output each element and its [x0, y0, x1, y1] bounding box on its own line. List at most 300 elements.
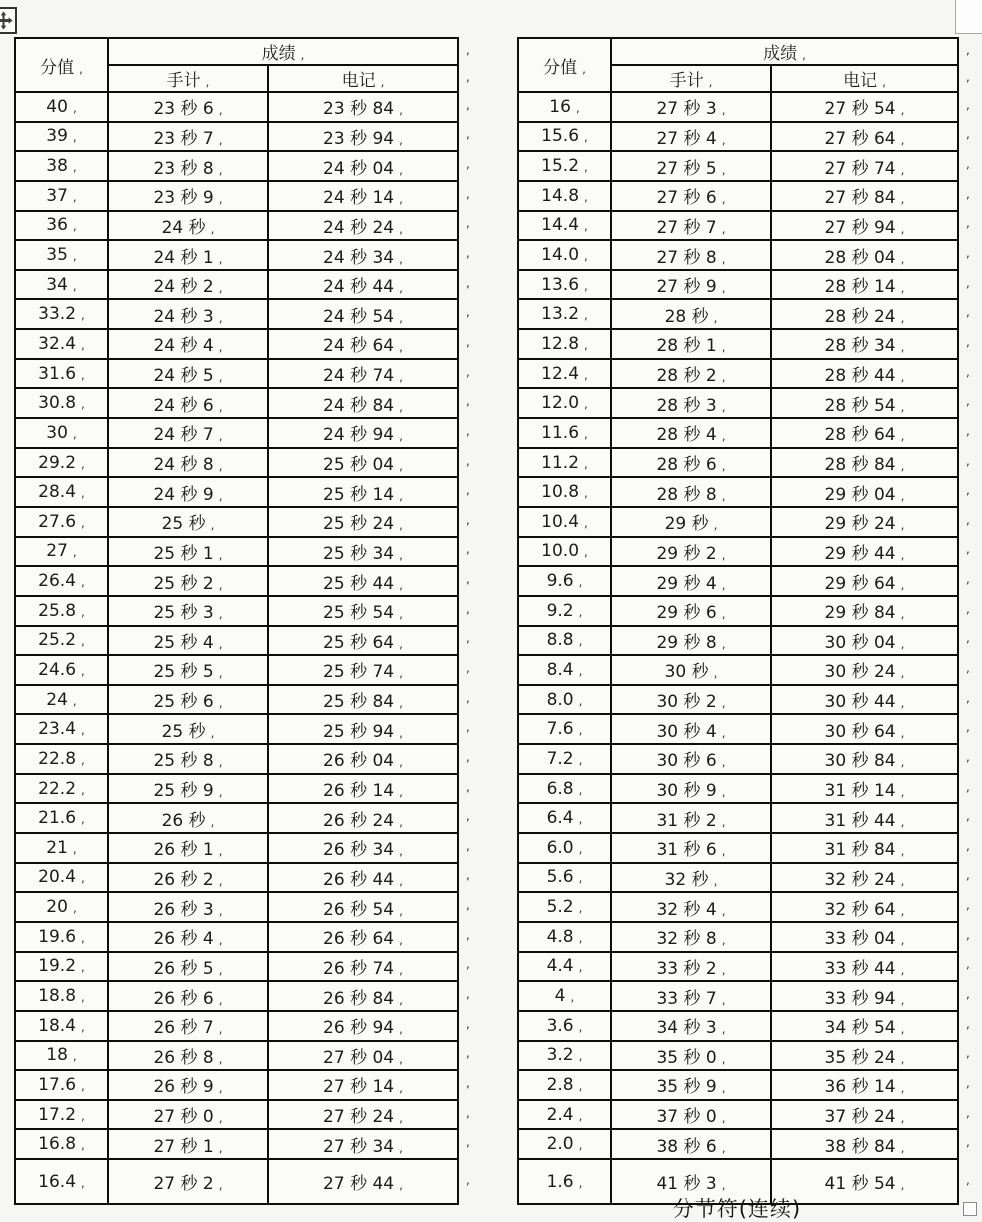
electronic-time-cell[interactable]: 27 秒 04 ,	[268, 1041, 458, 1071]
score-cell[interactable]: 10.4 ,	[518, 507, 611, 537]
score-cell[interactable]: 4.4 ,	[518, 952, 611, 982]
score-cell[interactable]: 37 ,	[15, 181, 108, 211]
cell-end-mark: ,	[713, 518, 718, 533]
hand-time-cell[interactable]: 25 秒 1 ,	[108, 537, 268, 567]
hand-time-cell[interactable]: 27 秒 8 ,	[611, 240, 771, 270]
hand-time-cell[interactable]: 25 秒 2 ,	[108, 566, 268, 596]
row-end-mark: ,	[466, 43, 470, 57]
hand-time-cell[interactable]: 32 秒 4 ,	[611, 892, 771, 922]
table-row	[518, 418, 958, 448]
electronic-time-cell[interactable]: 26 秒 74 ,	[268, 952, 458, 982]
score-cell[interactable]: 3.6 ,	[518, 1011, 611, 1041]
row-end-mark: ,	[966, 631, 970, 646]
cell-end-mark: ,	[578, 575, 583, 590]
electronic-timed-header[interactable]: 电记 ,	[771, 65, 958, 92]
score-cell[interactable]: 33.2 ,	[15, 299, 108, 329]
hand-time-cell[interactable]: 25 秒 3 ,	[108, 596, 268, 626]
electronic-time-cell[interactable]: 28 秒 44 ,	[771, 359, 958, 389]
score-cell[interactable]: 3.2 ,	[518, 1041, 611, 1071]
cell-end-mark: ,	[584, 278, 588, 293]
score-cell[interactable]: 24 ,	[15, 685, 108, 715]
hand-time-cell[interactable]: 30 秒 ,	[611, 655, 771, 685]
score-cell[interactable]: 2.4 ,	[518, 1100, 611, 1130]
electronic-time-cell[interactable]: 28 秒 24 ,	[771, 299, 958, 329]
score-cell[interactable]: 10.0 ,	[518, 537, 611, 567]
score-cell[interactable]: 13.2 ,	[518, 299, 611, 329]
electronic-time-cell[interactable]: 30 秒 44 ,	[771, 685, 958, 715]
score-cell[interactable]: 18.4 ,	[15, 1011, 108, 1041]
score-cell[interactable]: 30 ,	[15, 418, 108, 448]
hand-time-cell[interactable]: 24 秒 9 ,	[108, 477, 268, 507]
hand-time-cell[interactable]: 29 秒 8 ,	[611, 626, 771, 656]
score-cell[interactable]: 7.6 ,	[518, 714, 611, 744]
hand-time-cell[interactable]: 27 秒 2 ,	[108, 1159, 268, 1204]
row-end-mark: ,	[966, 334, 970, 349]
hand-time-cell[interactable]: 27 秒 4 ,	[611, 122, 771, 152]
score-cell[interactable]: 8.4 ,	[518, 655, 611, 685]
cell-end-mark: ,	[578, 901, 583, 916]
score-cell[interactable]: 30.8 ,	[15, 388, 108, 418]
score-cell[interactable]: 9.6 ,	[518, 566, 611, 596]
electronic-time-cell[interactable]: 24 秒 24 ,	[268, 211, 458, 241]
electronic-time-cell[interactable]: 30 秒 64 ,	[771, 714, 958, 744]
cell-end-mark: ,	[900, 103, 905, 118]
score-cell[interactable]: 19.6 ,	[15, 922, 108, 952]
hand-time-cell[interactable]: 24 秒 5 ,	[108, 359, 268, 389]
cell-end-mark: ,	[218, 281, 223, 296]
score-cell[interactable]: 4.8 ,	[518, 922, 611, 952]
score-cell[interactable]: 21 ,	[15, 833, 108, 863]
score-cell[interactable]: 6.4 ,	[518, 803, 611, 833]
cell-end-mark: ,	[584, 515, 588, 530]
hand-time-cell[interactable]: 28 秒 3 ,	[611, 388, 771, 418]
score-cell[interactable]: 18.8 ,	[15, 981, 108, 1011]
electronic-time-cell[interactable]: 27 秒 54 ,	[771, 92, 958, 122]
table-row	[15, 418, 458, 448]
hand-time-cell[interactable]: 32 秒 ,	[611, 863, 771, 893]
table-row	[518, 92, 958, 122]
electronic-time-cell[interactable]: 28 秒 64 ,	[771, 418, 958, 448]
hand-time-cell[interactable]: 25 秒 8 ,	[108, 744, 268, 774]
cell-end-mark: ,	[210, 725, 215, 740]
score-column-header[interactable]: 分值 ,	[15, 38, 108, 92]
hand-time-cell[interactable]: 30 秒 2 ,	[611, 685, 771, 715]
electronic-time-cell[interactable]: 24 秒 14 ,	[268, 181, 458, 211]
electronic-time-cell[interactable]: 24 秒 64 ,	[268, 329, 458, 359]
electronic-time-cell[interactable]: 26 秒 14 ,	[268, 774, 458, 804]
cell-end-mark: ,	[399, 962, 403, 977]
score-cell[interactable]: 31.6 ,	[15, 359, 108, 389]
score-cell[interactable]: 22.8 ,	[15, 744, 108, 774]
score-cell[interactable]: 12.4 ,	[518, 359, 611, 389]
score-cell[interactable]: 21.6 ,	[15, 803, 108, 833]
electronic-time-cell[interactable]: 38 秒 84 ,	[771, 1129, 958, 1159]
score-cell[interactable]: 39 ,	[15, 122, 108, 152]
electronic-time-cell[interactable]: 37 秒 24 ,	[771, 1100, 958, 1130]
hand-time-cell[interactable]: 25 秒 ,	[108, 714, 268, 744]
score-cell[interactable]: 9.2 ,	[518, 596, 611, 626]
cell-end-mark: ,	[399, 696, 403, 711]
row-end-mark: ,	[966, 246, 970, 261]
hand-time-cell[interactable]: 24 秒 1 ,	[108, 240, 268, 270]
hand-time-cell[interactable]: 23 秒 9 ,	[108, 181, 268, 211]
score-cell[interactable]: 11.6 ,	[518, 418, 611, 448]
score-column-header[interactable]: 分值 ,	[518, 38, 611, 92]
cell-end-mark: ,	[72, 160, 77, 175]
hand-time-cell[interactable]: 37 秒 0 ,	[611, 1100, 771, 1130]
electronic-time-cell[interactable]: 29 秒 84 ,	[771, 596, 958, 626]
hand-time-cell[interactable]: 25 秒 5 ,	[108, 655, 268, 685]
electronic-time-cell[interactable]: 25 秒 74 ,	[268, 655, 458, 685]
electronic-time-cell[interactable]: 27 秒 14 ,	[268, 1070, 458, 1100]
score-cell[interactable]: 18 ,	[15, 1041, 108, 1071]
hand-time-cell[interactable]: 25 秒 4 ,	[108, 626, 268, 656]
hand-time-cell[interactable]: 26 秒 8 ,	[108, 1041, 268, 1071]
row-end-mark: ,	[466, 275, 470, 290]
table-row	[518, 922, 958, 952]
cell-end-mark: ,	[900, 459, 905, 473]
electronic-time-cell[interactable]: 36 秒 14 ,	[771, 1070, 958, 1100]
hand-time-cell[interactable]: 25 秒 9 ,	[108, 774, 268, 804]
cell-end-mark: ,	[900, 844, 905, 859]
hand-time-cell[interactable]: 30 秒 6 ,	[611, 744, 771, 774]
electronic-time-cell[interactable]: 28 秒 54 ,	[771, 388, 958, 418]
score-cell[interactable]: 35 ,	[15, 240, 108, 270]
score-cell[interactable]: 29.2 ,	[15, 448, 108, 478]
cell-end-mark: ,	[721, 962, 726, 977]
hand-timed-header[interactable]: 手计 ,	[611, 65, 771, 92]
hand-time-cell[interactable]: 26 秒 2 ,	[108, 863, 268, 893]
hand-time-cell[interactable]: 30 秒 9 ,	[611, 774, 771, 804]
electronic-time-cell[interactable]: 31 秒 14 ,	[771, 774, 958, 804]
electronic-time-cell[interactable]: 25 秒 24 ,	[268, 507, 458, 537]
electronic-time-cell[interactable]: 25 秒 14 ,	[268, 477, 458, 507]
electronic-time-cell[interactable]: 28 秒 04 ,	[771, 240, 958, 270]
electronic-time-cell[interactable]: 25 秒 84 ,	[268, 685, 458, 715]
electronic-time-cell[interactable]: 24 秒 54 ,	[268, 299, 458, 329]
score-cell[interactable]: 8.0 ,	[518, 685, 611, 715]
hand-time-cell[interactable]: 28 秒 6 ,	[611, 448, 771, 478]
cell-end-mark: ,	[721, 577, 726, 592]
electronic-time-cell[interactable]: 34 秒 54 ,	[771, 1011, 958, 1041]
hand-time-cell[interactable]: 29 秒 2 ,	[611, 537, 771, 567]
electronic-time-cell[interactable]: 29 秒 04 ,	[771, 477, 958, 507]
hand-time-cell[interactable]: 24 秒 2 ,	[108, 270, 268, 300]
electronic-time-cell[interactable]: 32 秒 64 ,	[771, 892, 958, 922]
score-cell[interactable]: 16.4 ,	[15, 1159, 108, 1204]
electronic-time-cell[interactable]: 33 秒 94 ,	[771, 981, 958, 1011]
hand-time-cell[interactable]: 28 秒 2 ,	[611, 359, 771, 389]
electronic-time-cell[interactable]: 32 秒 24 ,	[771, 863, 958, 893]
score-cell[interactable]: 25.8 ,	[15, 596, 108, 626]
table-row	[518, 537, 958, 567]
score-cell[interactable]: 27 ,	[15, 537, 108, 567]
score-cell[interactable]: 11.2 ,	[518, 448, 611, 478]
hand-time-cell[interactable]: 26 秒 6 ,	[108, 981, 268, 1011]
electronic-time-cell[interactable]: 29 秒 44 ,	[771, 537, 958, 567]
score-cell[interactable]: 14.4 ,	[518, 211, 611, 241]
electronic-time-cell[interactable]: 27 秒 44 ,	[268, 1159, 458, 1204]
score-cell[interactable]: 24.6 ,	[15, 655, 108, 685]
hand-time-cell[interactable]: 26 秒 ,	[108, 803, 268, 833]
score-cell[interactable]: 10.8 ,	[518, 477, 611, 507]
hand-time-cell[interactable]: 31 秒 2 ,	[611, 803, 771, 833]
hand-time-cell[interactable]: 23 秒 6 ,	[108, 92, 268, 122]
table-row	[518, 181, 958, 211]
hand-time-cell[interactable]: 34 秒 3 ,	[611, 1011, 771, 1041]
score-cell[interactable]: 38 ,	[15, 151, 108, 181]
score-cell[interactable]: 8.8 ,	[518, 626, 611, 656]
cell-end-mark: ,	[575, 100, 580, 115]
cell-end-mark: ,	[218, 1111, 223, 1126]
hand-time-cell[interactable]: 28 秒 8 ,	[611, 477, 771, 507]
score-cell[interactable]: 12.8 ,	[518, 329, 611, 359]
hand-time-cell[interactable]: 29 秒 4 ,	[611, 566, 771, 596]
hand-time-cell[interactable]: 26 秒 7 ,	[108, 1011, 268, 1041]
score-cell[interactable]: 28.4 ,	[15, 477, 108, 507]
electronic-time-cell[interactable]: 26 秒 54 ,	[268, 892, 458, 922]
hand-time-cell[interactable]: 24 秒 6 ,	[108, 388, 268, 418]
row-end-mark: ,	[466, 305, 470, 320]
hand-time-cell[interactable]: 28 秒 4 ,	[611, 418, 771, 448]
cell-end-mark: ,	[584, 189, 588, 204]
score-cell[interactable]: 20.4 ,	[15, 863, 108, 893]
cell-end-mark: ,	[570, 990, 575, 1005]
electronic-time-cell[interactable]: 27 秒 64 ,	[771, 122, 958, 152]
hand-time-cell[interactable]: 33 秒 2 ,	[611, 952, 771, 982]
electronic-time-cell[interactable]: 27 秒 94 ,	[771, 211, 958, 241]
cell-end-mark: ,	[578, 871, 583, 886]
hand-time-cell[interactable]: 41 秒 3 ,	[611, 1159, 771, 1204]
score-cell[interactable]: 19.2 ,	[15, 952, 108, 982]
electronic-time-cell[interactable]: 23 秒 94 ,	[268, 122, 458, 152]
hand-time-cell[interactable]: 27 秒 6 ,	[611, 181, 771, 211]
table-row	[15, 892, 458, 922]
score-cell[interactable]: 27.6 ,	[15, 507, 108, 537]
cell-end-mark: ,	[399, 992, 403, 1007]
row-end-mark: ,	[966, 690, 970, 705]
cell-end-mark: ,	[399, 547, 403, 562]
score-cell[interactable]: 32.4 ,	[15, 329, 108, 359]
cell-end-mark: ,	[900, 518, 905, 533]
hand-time-cell[interactable]: 26 秒 3 ,	[108, 892, 268, 922]
score-cell[interactable]: 13.6 ,	[518, 270, 611, 300]
hand-time-cell[interactable]: 26 秒 9 ,	[108, 1070, 268, 1100]
cell-end-mark: ,	[721, 429, 726, 444]
score-cell[interactable]: 17.2 ,	[15, 1100, 108, 1130]
cell-end-mark: ,	[218, 488, 223, 503]
cell-end-mark: ,	[721, 547, 726, 562]
score-cell[interactable]: 5.2 ,	[518, 892, 611, 922]
score-cell[interactable]: 14.8 ,	[518, 181, 611, 211]
score-cell[interactable]: 20 ,	[15, 892, 108, 922]
score-cell[interactable]: 2.0 ,	[518, 1129, 611, 1159]
score-cell[interactable]: 25.2 ,	[15, 626, 108, 656]
electronic-time-cell[interactable]: 27 秒 24 ,	[268, 1100, 458, 1130]
hand-time-cell[interactable]: 26 秒 1 ,	[108, 833, 268, 863]
score-cell[interactable]: 6.0 ,	[518, 833, 611, 863]
electronic-time-cell[interactable]: 24 秒 44 ,	[268, 270, 458, 300]
score-cell[interactable]: 7.2 ,	[518, 744, 611, 774]
electronic-timed-header[interactable]: 电记 ,	[268, 65, 458, 92]
electronic-time-cell[interactable]: 24 秒 94 ,	[268, 418, 458, 448]
score-cell[interactable]: 2.8 ,	[518, 1070, 611, 1100]
score-cell[interactable]: 26.4 ,	[15, 566, 108, 596]
hand-time-cell[interactable]: 28 秒 ,	[611, 299, 771, 329]
cell-end-mark: ,	[218, 785, 223, 800]
hand-time-cell[interactable]: 38 秒 6 ,	[611, 1129, 771, 1159]
electronic-time-cell[interactable]: 24 秒 04 ,	[268, 151, 458, 181]
cell-end-mark: ,	[900, 992, 905, 1007]
hand-time-cell[interactable]: 32 秒 8 ,	[611, 922, 771, 952]
score-cell[interactable]: 16.8 ,	[15, 1129, 108, 1159]
electronic-time-cell[interactable]: 24 秒 34 ,	[268, 240, 458, 270]
cell-end-mark: ,	[900, 607, 905, 622]
cell-end-mark: ,	[81, 1138, 85, 1153]
cell-end-mark: ,	[721, 251, 726, 266]
cell-end-mark: ,	[399, 1140, 403, 1155]
electronic-time-cell[interactable]: 30 秒 84 ,	[771, 744, 958, 774]
electronic-time-cell[interactable]: 28 秒 84 ,	[771, 448, 958, 478]
electronic-time-cell[interactable]: 25 秒 04 ,	[268, 448, 458, 478]
score-cell[interactable]: 1.6 ,	[518, 1159, 611, 1204]
electronic-time-cell[interactable]: 30 秒 04 ,	[771, 626, 958, 656]
hand-time-cell[interactable]: 29 秒 6 ,	[611, 596, 771, 626]
electronic-time-cell[interactable]: 27 秒 74 ,	[771, 151, 958, 181]
hand-time-cell[interactable]: 27 秒 3 ,	[611, 92, 771, 122]
row-end-mark: ,	[466, 690, 470, 705]
electronic-time-cell[interactable]: 31 秒 84 ,	[771, 833, 958, 863]
score-cell[interactable]: 5.6 ,	[518, 863, 611, 893]
hand-time-cell[interactable]: 27 秒 9 ,	[611, 270, 771, 300]
electronic-time-cell[interactable]: 26 秒 34 ,	[268, 833, 458, 863]
hand-time-cell[interactable]: 23 秒 7 ,	[108, 122, 268, 152]
electronic-time-cell[interactable]: 30 秒 24 ,	[771, 655, 958, 685]
electronic-time-cell[interactable]: 23 秒 84 ,	[268, 92, 458, 122]
hand-time-cell[interactable]: 31 秒 6 ,	[611, 833, 771, 863]
row-end-mark: ,	[966, 957, 970, 972]
table-row	[15, 685, 458, 715]
electronic-time-cell[interactable]: 25 秒 34 ,	[268, 537, 458, 567]
table-row	[15, 1100, 458, 1130]
score-cell[interactable]: 15.6 ,	[518, 122, 611, 152]
hand-time-cell[interactable]: 24 秒 3 ,	[108, 299, 268, 329]
score-cell[interactable]: 22.2 ,	[15, 774, 108, 804]
cell-end-mark: ,	[81, 575, 85, 590]
electronic-time-cell[interactable]: 26 秒 84 ,	[268, 981, 458, 1011]
row-end-mark: ,	[466, 898, 470, 913]
electronic-time-cell[interactable]: 27 秒 84 ,	[771, 181, 958, 211]
cell-end-mark: ,	[218, 399, 223, 414]
electronic-time-cell[interactable]: 26 秒 24 ,	[268, 803, 458, 833]
table-move-handle-icon[interactable]	[0, 7, 17, 34]
electronic-time-cell[interactable]: 33 秒 04 ,	[771, 922, 958, 952]
electronic-time-cell[interactable]: 26 秒 64 ,	[268, 922, 458, 952]
row-end-mark: ,	[466, 216, 470, 231]
hand-time-cell[interactable]: 24 秒 8 ,	[108, 448, 268, 478]
electronic-time-cell[interactable]: 27 秒 34 ,	[268, 1129, 458, 1159]
hand-time-cell[interactable]: 27 秒 0 ,	[108, 1100, 268, 1130]
hand-time-cell[interactable]: 24 秒 7 ,	[108, 418, 268, 448]
score-cell[interactable]: 40 ,	[15, 92, 108, 122]
row-end-mark: ,	[466, 157, 470, 172]
electronic-time-cell[interactable]: 33 秒 44 ,	[771, 952, 958, 982]
row-end-mark: ,	[466, 809, 470, 824]
result-column-header[interactable]: 成绩 ,	[611, 38, 958, 65]
cell-end-mark: ,	[721, 636, 726, 651]
table-row	[518, 240, 958, 270]
row-end-mark: ,	[466, 186, 470, 201]
hand-time-cell[interactable]: 23 秒 8 ,	[108, 151, 268, 181]
hand-time-cell[interactable]: 28 秒 1 ,	[611, 329, 771, 359]
hand-time-cell[interactable]: 27 秒 5 ,	[611, 151, 771, 181]
hand-time-cell[interactable]: 24 秒 ,	[108, 211, 268, 241]
hand-time-cell[interactable]: 26 秒 5 ,	[108, 952, 268, 982]
electronic-time-cell[interactable]: 28 秒 14 ,	[771, 270, 958, 300]
table-row	[518, 1100, 958, 1130]
hand-time-cell[interactable]: 35 秒 9 ,	[611, 1070, 771, 1100]
score-cell[interactable]: 23.4 ,	[15, 714, 108, 744]
table-row	[15, 596, 458, 626]
electronic-time-cell[interactable]: 26 秒 94 ,	[268, 1011, 458, 1041]
row-end-mark: ,	[966, 216, 970, 231]
cell-end-mark: ,	[81, 930, 85, 945]
hand-time-cell[interactable]: 27 秒 7 ,	[611, 211, 771, 241]
electronic-time-cell[interactable]: 24 秒 84 ,	[268, 388, 458, 418]
score-cell[interactable]: 12.0 ,	[518, 388, 611, 418]
score-cell[interactable]: 4 ,	[518, 981, 611, 1011]
hand-time-cell[interactable]: 26 秒 4 ,	[108, 922, 268, 952]
hand-time-cell[interactable]: 25 秒 6 ,	[108, 685, 268, 715]
electronic-time-cell[interactable]: 29 秒 24 ,	[771, 507, 958, 537]
table-resize-handle[interactable]	[963, 1202, 977, 1216]
electronic-time-cell[interactable]: 35 秒 24 ,	[771, 1041, 958, 1071]
electronic-time-cell[interactable]: 24 秒 74 ,	[268, 359, 458, 389]
table-row	[15, 1159, 458, 1204]
cell-end-mark: ,	[399, 459, 403, 473]
electronic-time-cell[interactable]: 29 秒 64 ,	[771, 566, 958, 596]
row-end-mark: ,	[966, 97, 970, 112]
hand-time-cell[interactable]: 35 秒 0 ,	[611, 1041, 771, 1071]
electronic-time-cell[interactable]: 25 秒 44 ,	[268, 566, 458, 596]
score-cell[interactable]: 16 ,	[518, 92, 611, 122]
electronic-time-cell[interactable]: 26 秒 44 ,	[268, 863, 458, 893]
hand-time-cell[interactable]: 27 秒 1 ,	[108, 1129, 268, 1159]
electronic-time-cell[interactable]: 25 秒 94 ,	[268, 714, 458, 744]
score-cell[interactable]: 14.0 ,	[518, 240, 611, 270]
hand-time-cell[interactable]: 33 秒 7 ,	[611, 981, 771, 1011]
result-column-header[interactable]: 成绩 ,	[108, 38, 458, 65]
electronic-time-cell[interactable]: 25 秒 64 ,	[268, 626, 458, 656]
score-cell[interactable]: 15.2 ,	[518, 151, 611, 181]
hand-time-cell[interactable]: 24 秒 4 ,	[108, 329, 268, 359]
electronic-time-cell[interactable]: 41 秒 54 ,	[771, 1159, 958, 1204]
hand-time-cell[interactable]: 25 秒 ,	[108, 507, 268, 537]
score-cell[interactable]: 36 ,	[15, 211, 108, 241]
cell-end-mark: ,	[900, 429, 905, 444]
hand-time-cell[interactable]: 29 秒 ,	[611, 507, 771, 537]
score-table-right-group	[517, 37, 978, 1205]
electronic-time-cell[interactable]: 28 秒 34 ,	[771, 329, 958, 359]
electronic-time-cell[interactable]: 25 秒 54 ,	[268, 596, 458, 626]
hand-timed-header[interactable]: 手计 ,	[108, 65, 268, 92]
score-cell[interactable]: 6.8 ,	[518, 774, 611, 804]
electronic-time-cell[interactable]: 26 秒 04 ,	[268, 744, 458, 774]
hand-time-cell[interactable]: 30 秒 4 ,	[611, 714, 771, 744]
score-cell[interactable]: 34 ,	[15, 270, 108, 300]
score-cell[interactable]: 17.6 ,	[15, 1070, 108, 1100]
electronic-time-cell[interactable]: 31 秒 44 ,	[771, 803, 958, 833]
